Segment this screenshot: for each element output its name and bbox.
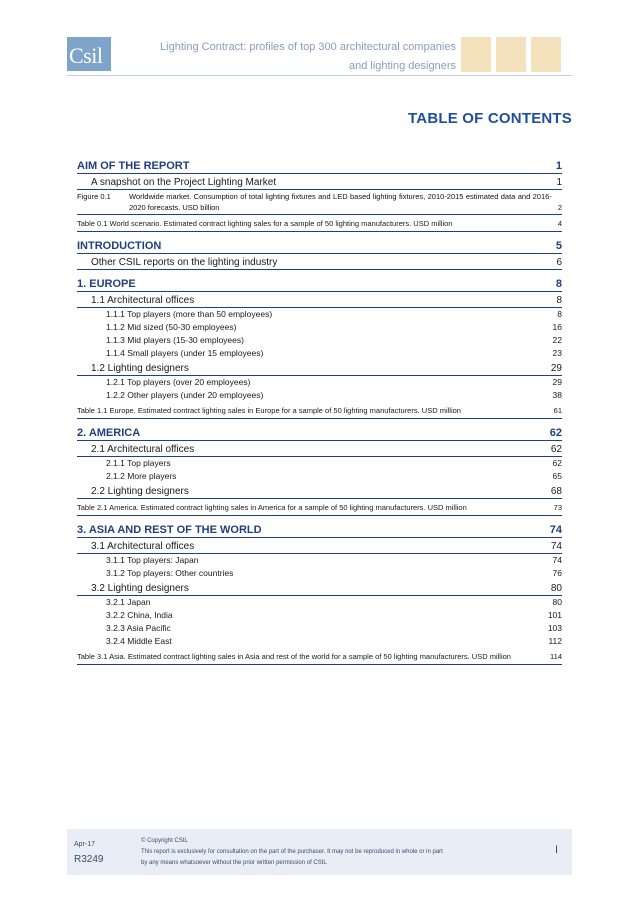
toc-entry-3-2-4[interactable] xyxy=(77,635,562,648)
toc-entry-title: 1.2 Lighting designers xyxy=(91,363,189,374)
toc-entry-title: 3.2.3 Asia Pacific xyxy=(106,623,171,633)
toc-entry-3-2[interactable] xyxy=(77,581,562,596)
toc-entry-title: 1. EUROPE xyxy=(77,278,136,290)
toc-entry-title: 1.1.3 Mid players (15-30 employees) xyxy=(106,335,244,345)
toc-entry-table-3-1[interactable] xyxy=(77,649,562,665)
toc-entry-page: 22 xyxy=(552,335,562,345)
figure-label: Figure 0.1 xyxy=(77,192,111,201)
toc-entry-title: Table 3.1 Asia. Estimated contract lighting sales in Asia and rest of the world for a sample of 50 lighting manufacturers. USD million xyxy=(77,652,511,661)
toc-entry-title: Worldwide market. Consumption of total lighting fixtures and LED based lighting fixtures, 2010-2015 estimated data and 2016-2020 forecasts. USD billion xyxy=(129,192,552,212)
report-title xyxy=(120,38,456,76)
toc-entry-aim[interactable] xyxy=(77,158,562,174)
toc-entry-page: 1 xyxy=(555,160,562,172)
toc-entry-title: AIM OF THE REPORT xyxy=(77,160,190,172)
toc-entry-1-1-2[interactable] xyxy=(77,321,562,334)
toc-entry-introduction[interactable] xyxy=(77,238,562,254)
toc-entry-1-2[interactable] xyxy=(77,361,562,376)
toc-entry-page: 112 xyxy=(548,636,562,646)
decor-tile xyxy=(531,37,561,72)
toc-entry-title: Table 2.1 America. Estimated contract lighting sales in America for a sample of 50 lighting manufacturers. USD million xyxy=(77,503,467,512)
toc-heading: TABLE OF CONTENTS xyxy=(408,110,572,127)
toc-entry-page: 8 xyxy=(555,278,562,290)
toc-entry-page: 38 xyxy=(552,390,562,400)
toc-entry-aim-sub[interactable] xyxy=(77,175,562,190)
toc-entry-page: 114 xyxy=(550,652,562,661)
toc-entry-title: 3.2.4 Middle East xyxy=(106,636,172,646)
toc-entry-table-1-1[interactable] xyxy=(77,403,562,419)
toc-entry-1-2-1[interactable] xyxy=(77,376,562,389)
toc-entry-title: 1.1.4 Small players (under 15 employees) xyxy=(106,348,264,358)
toc-entry-title: 3. ASIA AND REST OF THE WORLD xyxy=(77,524,262,536)
toc-entry-title: 1.1.1 Top players (more than 50 employees) xyxy=(106,309,273,319)
toc-entry-title: 3.2.2 China, India xyxy=(106,610,173,620)
toc-entry-1-2-2[interactable] xyxy=(77,389,562,402)
toc-entry-table-0-1[interactable] xyxy=(77,216,562,232)
toc-entry-title: Other CSIL reports on the lighting industry xyxy=(91,257,278,268)
csil-logo xyxy=(67,37,111,71)
toc-entry-1-1-3[interactable] xyxy=(77,334,562,347)
footer-copyright xyxy=(141,836,443,869)
toc-entry-page: 23 xyxy=(552,348,562,358)
notice-line-2: by any means whatsoever without the prior written permission of CSIL xyxy=(141,860,327,866)
toc-entry-2-1-1[interactable] xyxy=(77,457,562,470)
toc-entry-page: 61 xyxy=(553,406,562,415)
toc-entry-page: 80 xyxy=(552,597,562,607)
notice-line-1: This report is exclusively for consultation on the part of the purchaser. It may not be reproduced in whole or in part xyxy=(141,849,443,855)
report-title-line1: Lighting Contract: profiles of top 300 architectural companies xyxy=(160,41,456,53)
toc-entry-page: 62 xyxy=(550,444,562,455)
toc-entry-page: 74 xyxy=(552,555,562,565)
toc-entry-title: Table 0.1 World scenario. Estimated contract lighting sales for a sample of 50 lighting manufacturers. USD million xyxy=(77,219,453,228)
toc-entry-title: 1.1.2 Mid sized (50-30 employees) xyxy=(106,322,237,332)
toc-entry-page: 1 xyxy=(556,177,562,188)
toc-entry-title: 2.2 Lighting designers xyxy=(91,486,189,497)
toc-entry-page: 68 xyxy=(550,486,562,497)
toc-entry-page: 101 xyxy=(547,610,562,620)
page-header xyxy=(0,0,638,90)
toc-entry-page: 2 xyxy=(557,203,562,212)
toc-entry-page: 80 xyxy=(550,583,562,594)
toc-entry-3-1-2[interactable] xyxy=(77,567,562,580)
toc-entry-title: 1.1 Architectural offices xyxy=(91,295,195,306)
toc-entry-title: 2.1.2 More players xyxy=(106,471,177,481)
toc-entry-page: 103 xyxy=(547,623,562,633)
decor-tile xyxy=(461,37,491,72)
toc-entry-3-2-3[interactable] xyxy=(77,622,562,635)
toc-entry-america[interactable] xyxy=(77,425,562,441)
toc-entry-page: 62 xyxy=(552,458,562,468)
toc-entry-title: 2.1.1 Top players xyxy=(106,458,171,468)
toc-entry-page: 76 xyxy=(552,568,562,578)
toc-entry-title: A snapshot on the Project Lighting Market xyxy=(91,177,277,188)
copyright-line: © Copyright CSIL xyxy=(141,838,188,844)
toc-entry-title: INTRODUCTION xyxy=(77,240,162,252)
toc-entry-page: 8 xyxy=(557,309,562,319)
toc-entry-title: 2. AMERICA xyxy=(77,427,141,439)
decor-tile xyxy=(496,37,526,72)
toc-entry-intro-sub[interactable] xyxy=(77,255,562,270)
toc-entry-title: 3.1.2 Top players: Other countries xyxy=(106,568,234,578)
toc-entry-1-1[interactable] xyxy=(77,293,562,308)
toc-entry-table-2-1[interactable] xyxy=(77,500,562,516)
report-title-line2: and lighting designers xyxy=(348,60,456,72)
toc-entry-page: 5 xyxy=(555,240,562,252)
toc-entry-asia[interactable] xyxy=(77,522,562,538)
toc-entry-3-1-1[interactable] xyxy=(77,554,562,567)
toc-entry-figure-0-1[interactable] xyxy=(77,191,562,215)
toc-entry-page: 8 xyxy=(556,295,562,306)
toc-entry-2-1[interactable] xyxy=(77,442,562,457)
toc-entry-2-2[interactable] xyxy=(77,484,562,499)
toc-entry-page: 29 xyxy=(550,363,562,374)
toc-entry-page: 16 xyxy=(552,322,562,332)
toc-entry-1-1-4[interactable] xyxy=(77,347,562,360)
toc-entry-page: 4 xyxy=(557,219,562,228)
toc-entry-page: 6 xyxy=(556,257,562,268)
toc-entry-1-1-1[interactable] xyxy=(77,308,562,321)
footer-page-number: I xyxy=(554,844,558,856)
toc-entry-title: 3.2.1 Japan xyxy=(106,597,151,607)
footer-report-code: R3249 xyxy=(74,854,104,865)
toc-entry-page: 73 xyxy=(553,503,562,512)
toc-entry-3-1[interactable] xyxy=(77,539,562,554)
logo-text: Csil xyxy=(69,43,103,68)
toc-entry-europe[interactable] xyxy=(77,276,562,292)
toc-entry-page: 62 xyxy=(549,427,562,439)
toc-entry-3-2-2[interactable] xyxy=(77,609,562,622)
toc-entry-2-1-2[interactable] xyxy=(77,470,562,483)
toc-entry-title: 1.2.1 Top players (over 20 employees) xyxy=(106,377,251,387)
toc-entry-title: 3.1.1 Top players: Japan xyxy=(106,555,199,565)
toc-entry-title: 3.2 Lighting designers xyxy=(91,583,189,594)
table-of-contents xyxy=(77,158,562,665)
footer-date: Apr-17 xyxy=(74,841,96,848)
header-divider xyxy=(67,75,572,76)
toc-entry-page: 74 xyxy=(550,541,562,552)
page-footer xyxy=(67,829,572,875)
toc-entry-page: 74 xyxy=(549,524,562,536)
toc-entry-3-2-1[interactable] xyxy=(77,596,562,609)
toc-entry-title: 2.1 Architectural offices xyxy=(91,444,195,455)
toc-entry-page: 29 xyxy=(552,377,562,387)
toc-entry-title: 1.2.2 Other players (under 20 employees) xyxy=(106,390,264,400)
toc-entry-title: 3.1 Architectural offices xyxy=(91,541,195,552)
toc-entry-title: Table 1.1 Europe. Estimated contract lighting sales in Europe for a sample of 50 lighting manufacturers. USD million xyxy=(77,406,461,415)
toc-entry-page: 65 xyxy=(552,471,562,481)
